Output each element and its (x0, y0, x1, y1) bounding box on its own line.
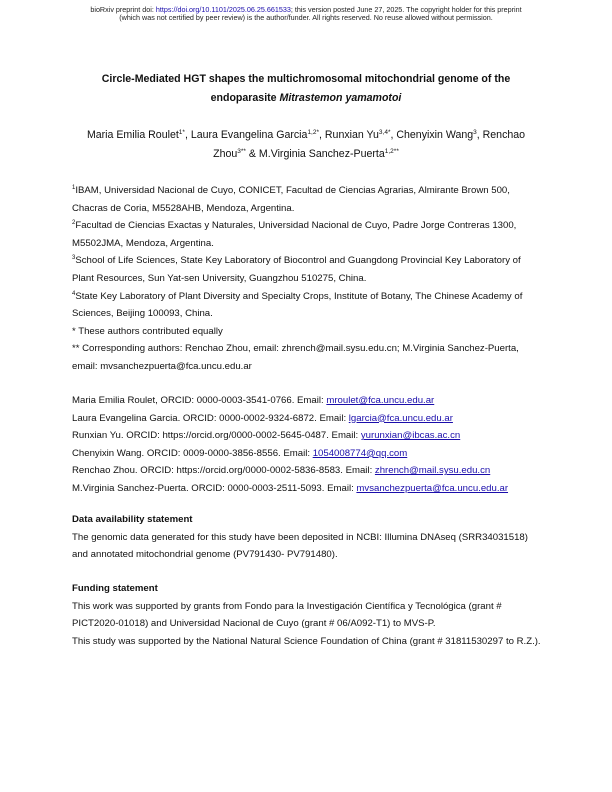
email-link[interactable]: 1054008774@qq.com (312, 447, 408, 459)
email-link[interactable]: mroulet@fca.uncu.edu.ar (326, 395, 435, 406)
author: M.Virginia Sanchez-Puerta$^{1,2**}$ (258, 148, 399, 160)
preprint-header (0, 6, 612, 23)
orcid-entry: Maria Emilia Roulet, ORCID: 0000-0003-3541-0766. Email: mroulet@fca.uncu.edu.ar (72, 395, 435, 406)
author: Chenyixin Wang$^3$, Renchao (396, 129, 526, 141)
orcid-entry: Laura Evangelina Garcia. ORCID: 0000-0002-9324-6872. Email: lgarcia@fca.uncu.edu.ar (72, 412, 453, 424)
email-link[interactable]: mvsanchezpuerta@fca.uncu.edu.ar (356, 482, 509, 494)
section-text: The genomic data generated for this study have been deposited in NCBI: Illumina DNAseq (SRR34031518) and annotated mitochondrial genome (PV791430- PV791480). (72, 531, 528, 561)
orcid-entry: M.Virginia Sanchez-Puerta. ORCID: 0000-0003-2511-5093. Email: mvsanchezpuerta@fca.uncu.edu.ar (72, 482, 509, 494)
author-list (70, 126, 542, 164)
author: Laura Evangelina Garcia$^{1,2*}$, (190, 129, 325, 141)
orcid-entry: Renchao Zhou. ORCID: https://orcid.org/0000-0002-5836-8583. Email: zhrench@mail.sysu.edu.cn (72, 465, 491, 477)
data-availability-section (72, 511, 542, 564)
orcid-entry: Chenyixin Wang. ORCID: 0009-0000-3856-8556. Email: 1054008774@qq.com (72, 447, 408, 459)
equal-contribution-note: * These authors contributed equally (72, 325, 223, 337)
affiliation: $^4$State Key Laboratory of Plant Diversity and Specialty Crops, Institute of Botany, The Chinese Academy of Sciences, Beijing 100093, China. (72, 290, 523, 320)
section-heading: Funding statement (72, 583, 158, 594)
section-text: This study was supported by the National Natural Science Foundation of China (grant # 31811530297 to R.Z.). (72, 635, 541, 647)
email-link[interactable]: lgarcia@fca.uncu.edu.ar (348, 412, 453, 424)
affiliation: $^1$IBAM, Universidad Nacional de Cuyo, CONICET, Facultad de Ciencias Agrarias, Almirante Brown 500, Chacras de Coria, M5528AHB, Mendoza, Argentina. (72, 185, 510, 214)
affiliation: $^2$Facultad de Ciencias Exactas y Naturales, Universidad Nacional de Cuyo, Padre Jorge Contreras 1300, M5502JMA, Mendoza, Argentina. (72, 220, 517, 249)
email-link[interactable]: yurunxian@ibcas.ac.cn (360, 430, 461, 442)
author: Maria Emilia Roulet$^{1*}$, (86, 129, 191, 141)
section-heading: Data availability statement (72, 514, 193, 525)
header-line-1: bioRxiv preprint doi: https://doi.org/10.1101/2025.06.25.661533; this version posted June 27, 2025. The copyright holder for this preprint (90, 5, 522, 14)
species-name: Mitrastemon yamamotoi (279, 92, 402, 104)
corresponding-authors-note: ** Corresponding authors: Renchao Zhou, email: zhrench@mail.sysu.edu.cn; M.Virginia Sanchez-Puerta, email: mvsanchezpuerta@fca.uncu.edu.ar (72, 343, 519, 372)
affiliation: $^3$School of Life Sciences, State Key Laboratory of Biocontrol and Guangdong Provincial Key Laboratory of Plant Resources, Sun Yat-sen University, Guangzhou 510275, China. (72, 255, 521, 284)
affiliations (72, 182, 542, 376)
doi-link[interactable]: https://doi.org/10.1101/2025.06.25.661533 (155, 5, 291, 14)
funding-section (72, 580, 542, 650)
orcid-entry: Runxian Yu. ORCID: https://orcid.org/0000-0002-5645-0487. Email: yurunxian@ibcas.ac.cn (72, 430, 461, 442)
author: Runxian $Yu^{3,4*}$, (324, 129, 397, 141)
header-line-2: (which was not certified by peer review) is the author/funder. All rights reserved. No reuse allowed without permission. (119, 13, 493, 23)
email-link[interactable]: zhrench@mail.sysu.edu.cn (374, 465, 491, 477)
orcid-list (72, 392, 542, 498)
paper-title: Circle-Mediated HGT shapes the multichromosomal mitochondrial genome of the endoparasite Mitrastemon yamamotoi (101, 73, 511, 104)
section-text: This work was supported by grants from Fondo para la Investigación Científica y Tecnológica (grant # PICT2020-01018) and Universidad Nacional de Cuyo (grant # 06/A092-T1) to MVS-P. (72, 600, 502, 630)
author: Zhou$^{3**}$ & (213, 148, 259, 160)
